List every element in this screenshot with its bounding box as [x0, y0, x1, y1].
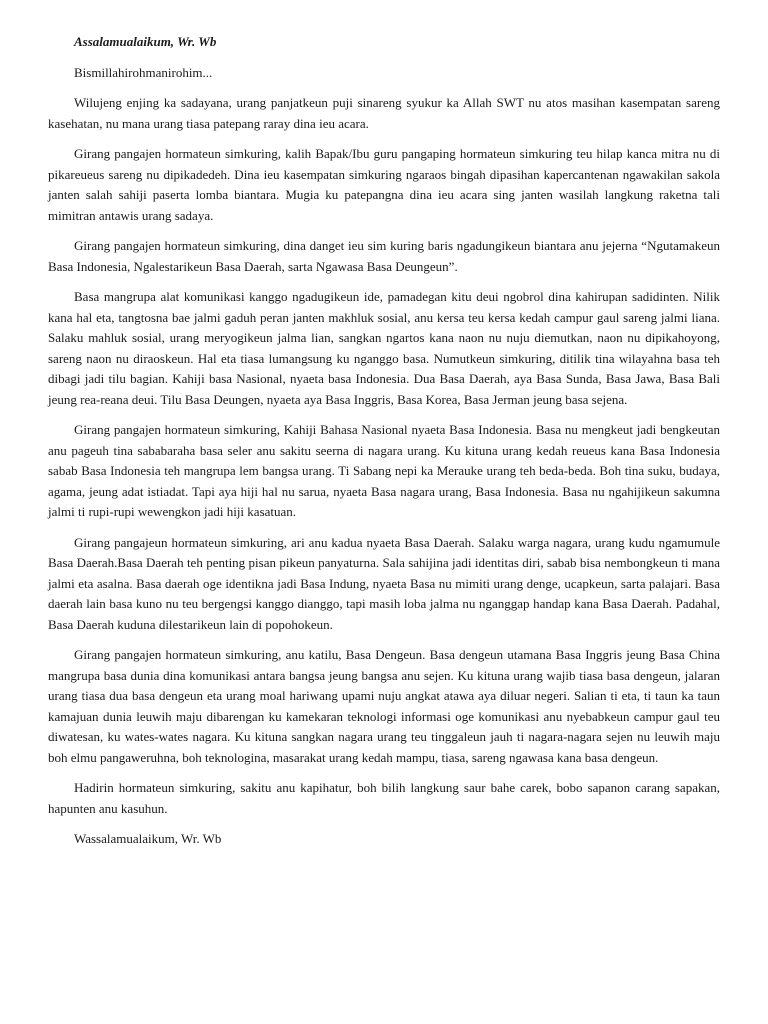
closing-greeting: Wassalamualaikum, Wr. Wb	[74, 831, 222, 846]
paragraph-closing: Hadirin hormateun simkuring, sakitu anu kapihatur, boh bilih langkung saur bahe carek, bobo sapanon carang sapakan, hapunten anu kasuhun.	[48, 780, 720, 816]
paragraph-speech-topic: Girang pangajen hormateun simkuring, dina danget ieu sim kuring baris ngadungikeun biantara anu jejerna “Ngutamakeun Basa Indonesia, Ngalestarikeun Basa Daerah, sarta Ngawasa Basa Deungeun”.	[48, 238, 720, 274]
document-page	[48, 32, 720, 860]
paragraph-regional-language: Girang pangajeun hormateun simkuring, ari anu kadua nyaeta Basa Daerah. Salaku warga nagara, urang kudu ngamumule Basa Daerah.Basa Daerah teh penting pisan pikeun panyaturna. Sala sahijina jadi identitas diri, sabab bisa nembongkeun ti mana jalmi eta asalna. Basa daerah oge identikna jadi Basa Indung, nyaeta Basa nu mimiti urang denge, ucapkeun, sarta palajari. Basa daerah lain basa kuno nu teu bergengsi kanggo dianggo, tapi masih loba jalma nu nganggap handap kana Basa Daerah. Padahal, Basa Daerah kuduna dilestarikeun lain di popohokeun.	[48, 534, 720, 632]
bismillah-line: Bismillahirohmanirohim...	[74, 64, 213, 80]
paragraph-respect-teachers: Girang pangajen hormateun simkuring, kalih Bapak/Ibu guru pangaping hormateun simkuring teu hilap kanca mitra nu di pikareueus sareng nu dipikadedeh. Dina ieu kasempatan simkuring ngaraos bingah dipasihan kapercantenan ngawakilan sakola janten salah sahiji paserta lomba biantara. Mugia ku patepangna dina ieu acara sing janten wasilah langkung raketna tali mimitran antawis urang sadaya.	[48, 146, 720, 223]
paragraph-language-definition: Basa mangrupa alat komunikasi kanggo ngadugikeun ide, pamadegan kitu deui ngobrol dina kahirupan sadidinten. Nilik kana hal eta, tangtosna bae jalmi gaduh peran janten makhluk sosial, anu kersa teu kersa kedah campur gaul sareng jalmi liana. Salaku mahluk sosial, urang meryogikeun jalma lian, sangkan ngartos kana naon nu nuju diemutkan, naon nu dipikahoyong, sareng naon nu diraoskeun. Hal eta tiasa lumangsung ku nganggo basa. Numutkeun simkuring, ditilik tina wilayahna basa teh dibagi jadi tilu bagian. Kahiji basa Nasional, nyaeta basa Indonesia. Dua Basa Daerah, aya Basa Sunda, Basa Jawa, Basa Bali jeung rea-reana deui. Tilu Basa Deungen, nyaeta aya Basa Inggris, Basa Korea, Basa Jerman jeung basa sejena.	[48, 289, 720, 407]
paragraph-foreign-language: Girang pangajen hormateun simkuring, anu katilu, Basa Dengeun. Basa dengeun utamana Basa Inggris jeung Basa China mangrupa basa dunia dina komunikasi antara bangsa jeung bangsa anu sejen. Ku kituna urang wajib tiasa basa dengeun, jalaran urang tiasa dua basa dengeun eta urang moal hariwang upami nuju angkat atawa aya diluar negeri. Salian ti eta, ti taun ka taun kamajuan dunia leuwih maju dibarengan ku kamekaran teknologi informasi oge komunikasi anu nyebabkeun campur gaul teu diwatesan, ku wates-wates nagara. Ku kituna sangkan nagara urang teu tinggaleun jauh ti nagara-nagara sejen nu leuwih maju boh elmu pangaweruhna, boh teknologina, masarakat urang kedah mampu, tiasa, sareng ngawasa kana basa dengeun.	[48, 647, 720, 765]
paragraph-welcome: Wilujeng enjing ka sadayana, urang panjatkeun puji sinareng syukur ka Allah SWT nu atos masihan kasempatan sareng kasehatan, nu mana urang tiasa patepang raray dina ieu acara.	[48, 95, 720, 131]
opening-greeting: Assalamualaikum, Wr. Wb	[74, 34, 217, 49]
paragraph-national-language: Girang pangajen hormateun simkuring, Kahiji Bahasa Nasional nyaeta Basa Indonesia. Basa nu mengkeut jadi bengkeutan anu pageuh tina sababaraha basa seler anu sakitu seerna di nagara urang. Ku kituna urang kedah reueus kana Basa Indonesia sabab Basa Indonesia teh mangrupa lem bangsa urang. Ti Sabang nepi ka Merauke urang teh beda-beda. Boh tina suku, budaya, agama, jeung adat istiadat. Tapi aya hiji hal nu sarua, nyaeta Basa nagara urang, Basa Indonesia. Basa nu ngahijikeun sakumna jalmi ti rupi-rupi wewengkon jadi hiji kasatuan.	[48, 422, 720, 519]
